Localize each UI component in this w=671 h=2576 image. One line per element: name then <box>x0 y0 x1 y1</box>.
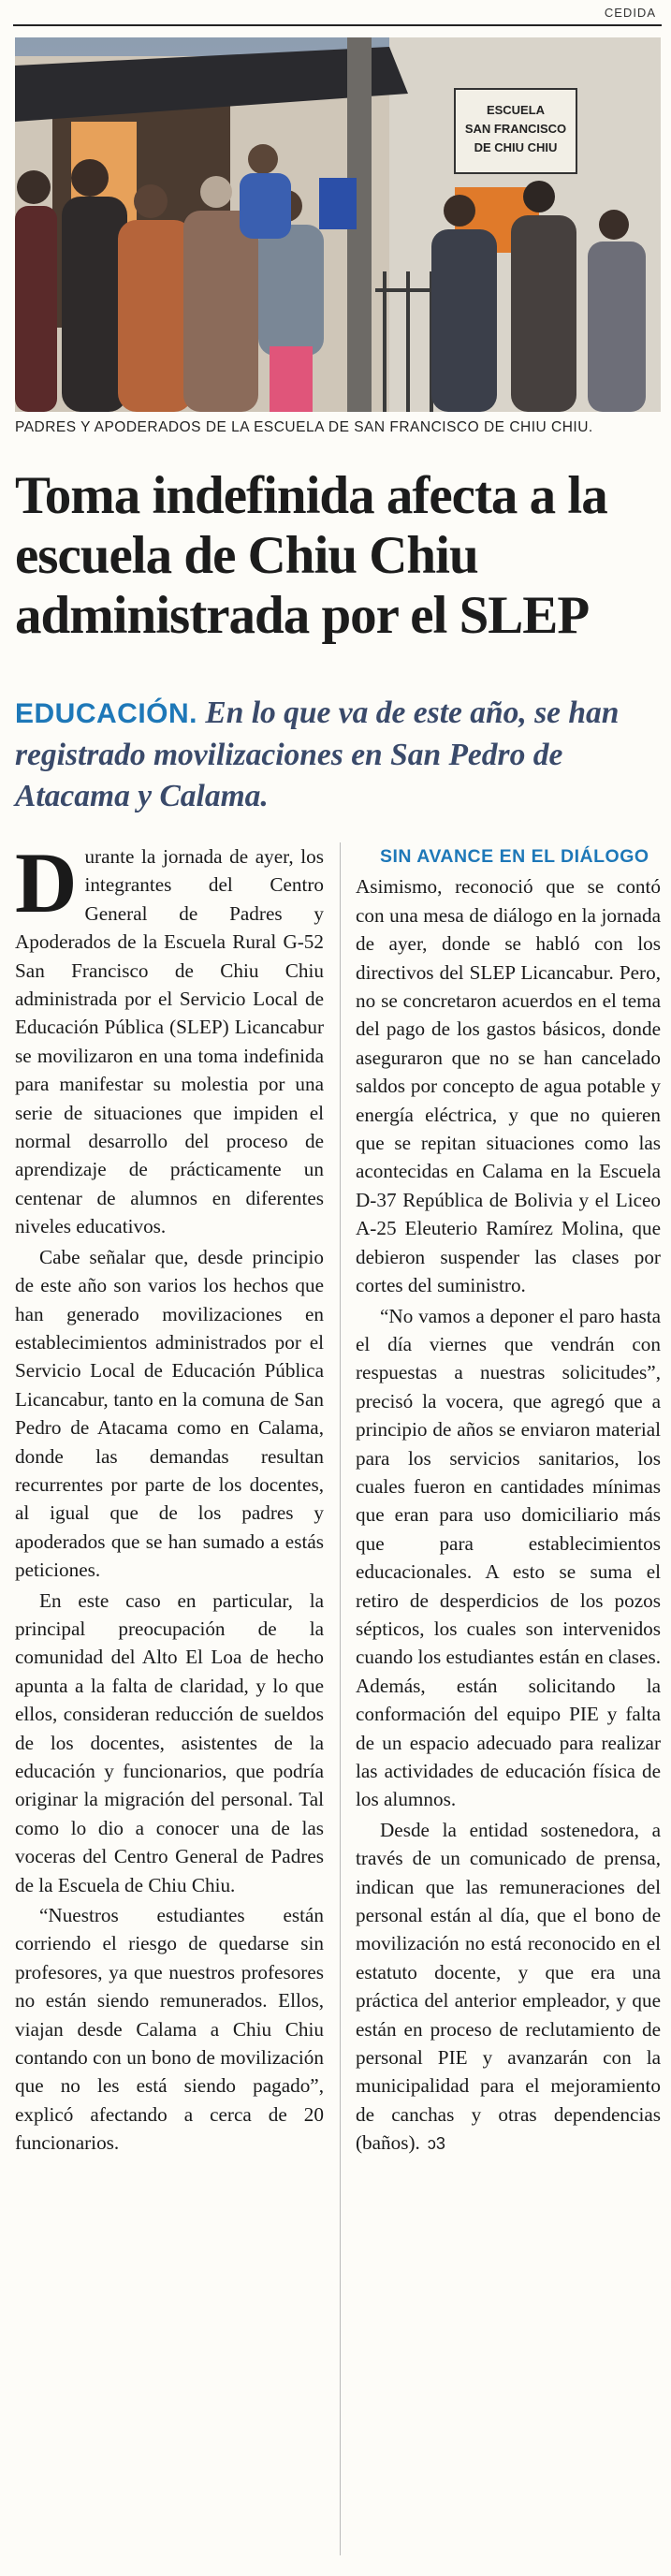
page-header-bar <box>13 0 662 26</box>
body-paragraph-2: Cabe señalar que, desde principio de este año son varios los hechos que han generado movilizaciones en establecimientos administrados por el Servicio Local de Educación Pública Licancabur, tanto en la comuna de San Pedro de Atacama como en Calama, donde las demandas resultan recurrentes por parte de los docentes, al igual que de los padres y apoderados que se han sumado a estás peticiones. <box>15 1245 324 1582</box>
lead-paragraph <box>15 693 661 817</box>
body-paragraph-1 <box>15 835 324 1241</box>
body-paragraph-4: “Nuestros estudiantes están corriendo el riesgo de quedarse sin profesores, ya que nuestros profesores no están siendo remunerados. Ellos, viajan desde Calama a Chiu Chiu contando con un bono de movilización que no les está siendo pagado”, explicó afectando a cerca de 20 funcionarios. <box>15 1904 324 2155</box>
lead-text: En lo que va de este año, se han registrado movilizaciones en San Pedro de Atacama y Calama. <box>15 695 620 813</box>
end-mark-icon: ↄ3 <box>427 2134 445 2154</box>
body-paragraph-3: En este caso en particular, la principal preocupación de la comunidad del Alto El Loa de hecho apunta a la falta de claridad, y lo que ellos, consideran reducción de sueldos de los docentes, asistentes de la educación y funcionarios, que podría originar la migración del personal. Tal como lo dio a conocer una de las voceras del Centro General de Padres de la Escuela de Chiu Chiu. <box>15 1588 324 1896</box>
body-paragraph-7 <box>356 1816 661 2159</box>
headline: Toma indefinida afecta a la escuela de Chiu Chiu administrada por el SLEP <box>15 466 607 645</box>
photo-caption: PADRES Y APODERADOS DE LA ESCUELA DE SAN FRANCISCO DE CHIU CHIU. <box>15 419 593 435</box>
article-column-2 <box>356 842 661 2160</box>
sign-line-3: DE CHIU CHIU <box>474 140 558 154</box>
section-subhead: SIN AVANCE EN EL DIÁLOGO <box>380 846 649 867</box>
body-paragraph-7-text: Desde la entidad sostenedora, a través de un comunicado de prensa, indican que las remuneraciones del personal están al día, que el bono de movilización no está reconocido en el estatuto docente, y que era una práctica del anterior empleador, y que están en proceso de reclutamiento de personal PIE y avanzarán con la municipalidad para el mejoramiento de canchas y otras dependencias (baños). <box>356 1818 661 2155</box>
sign-line-2: SAN FRANCISCO <box>464 122 567 136</box>
body-paragraph-1-text: urante la jornada de ayer, los integrantes del Centro General de Padres y Apoderados de la Escuela Rural G-52 San Francisco de Chiu Chiu administrada por el Servicio Local de Educación Pública (SLEP) Licancabur se movilizaron en una toma indefinida para manifestar su molestia por una serie de situaciones que impiden el normal desarrollo del proceso de aprendizaje de prácticamente un centenar de alumnos en diferentes niveles educativos. <box>15 845 324 1238</box>
body-paragraph-6: “No vamos a deponer el paro hasta el día viernes que vendrán con respuestas a nuestras solicitudes”, precisó la vocera, que agregó que a principio de años se enviaron material para los servicios sanitarios, los cuales fueron en cantidades mínimas que eran para uso domiciliario más que para establecimientos educacionales. A esto se suma el retiro de desperdicios de los pozos sépticos, los cuales son intervenidos cuando los estudiantes están en clases. Además, están solicitando la conformación del equipo PIE y falta de un espacio adecuado para realizar las actividades de educación física de los alumnos. <box>356 1304 661 1811</box>
photo-illustration <box>15 37 661 412</box>
article-column-1 <box>15 835 324 2159</box>
lead-kicker: EDUCACIÓN. <box>15 698 198 729</box>
section-label: CEDIDA <box>604 6 656 20</box>
news-photo <box>15 37 661 412</box>
column-divider <box>340 842 341 2555</box>
drop-cap: D <box>15 835 78 930</box>
sign-line-1: ESCUELA <box>486 103 546 117</box>
body-paragraph-5: Asimismo, reconoció que se contó con una mesa de diálogo en la jornada de ayer, donde se habló con los directivos del SLEP Licancabur. Pero, no se concretaron acuerdos en el tema del pago de los gastos básicos, donde aseguraron que no se han cancelado saldos por concepto de agua potable y energía eléctrica, y que no quieren que se repitan situaciones como las acontecidas en Calama en la Escuela D-37 República de Bolivia y el Liceo A-25 Eleuterio Ramírez Molina, que debieron suspender las clases por cortes del suministro. <box>356 875 661 1297</box>
